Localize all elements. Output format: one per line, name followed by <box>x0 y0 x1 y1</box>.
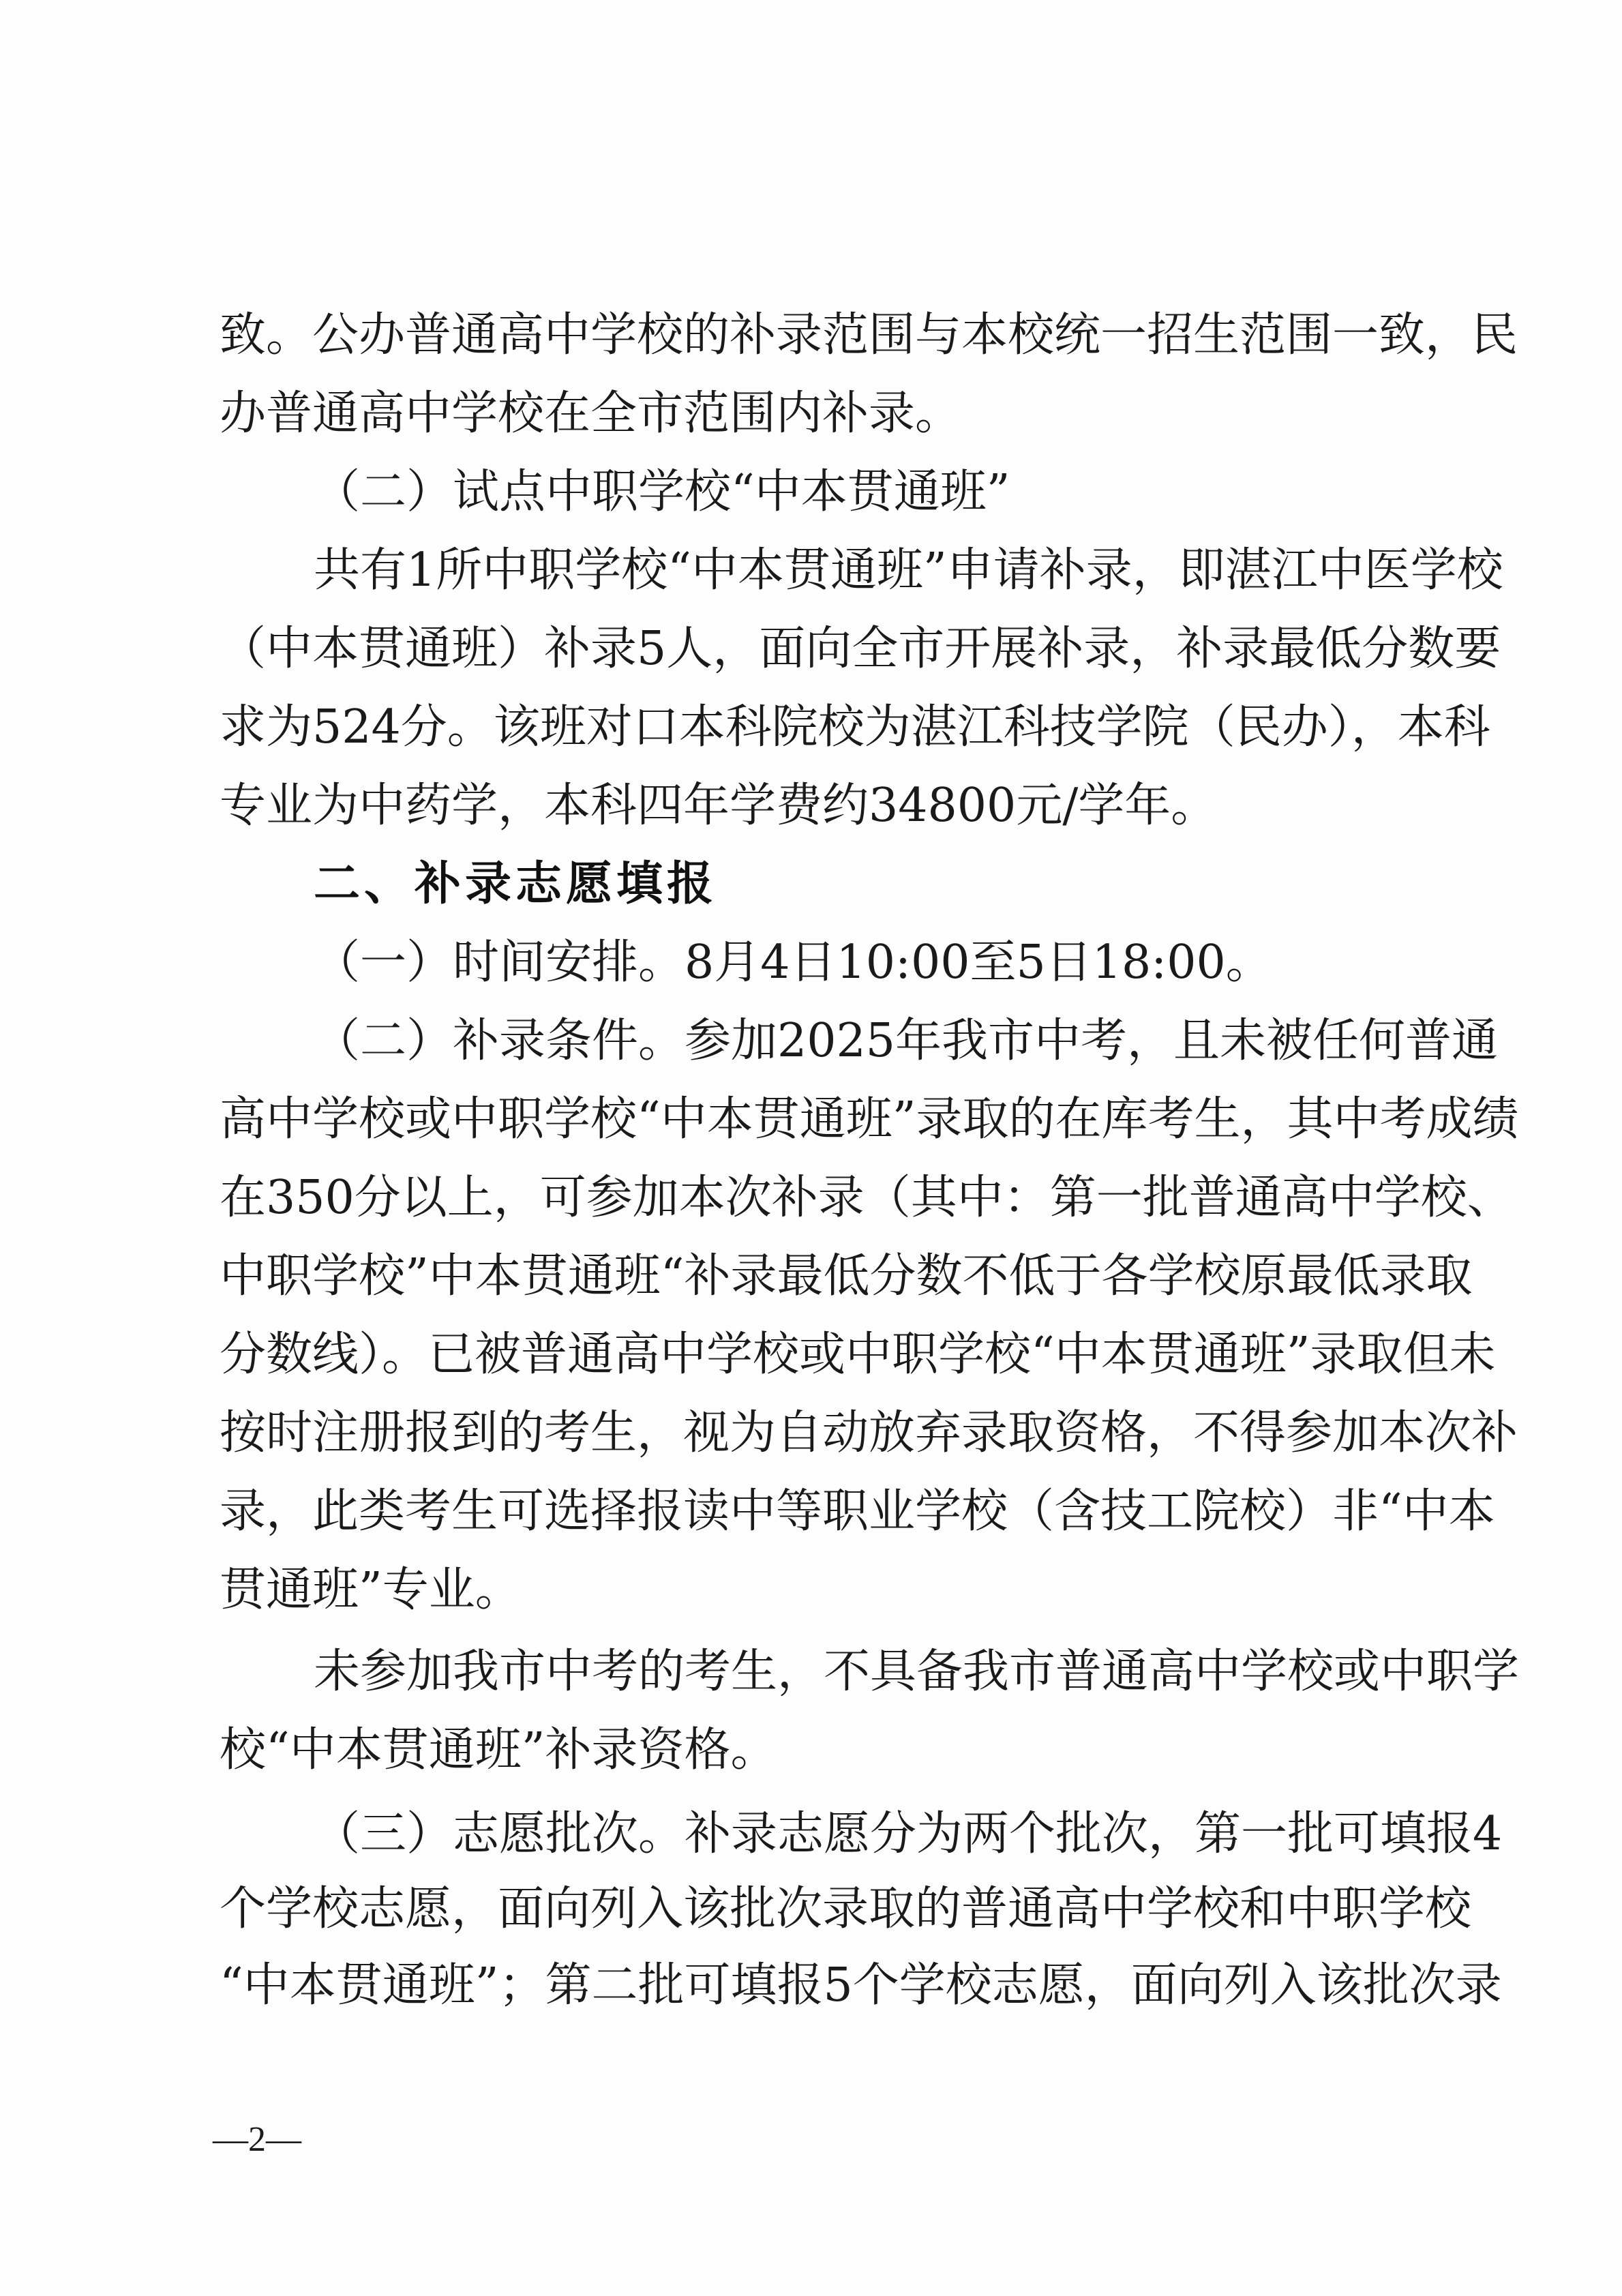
section-heading: 二、补录志愿填报 <box>314 857 718 911</box>
paragraph-line: （中本贯通班）补录5人，面向全市开展补录，补录最低分数要 <box>220 622 1501 676</box>
paragraph-line: 办普通高中学校在全市范围内补录。 <box>220 387 962 441</box>
paragraph-line: 高中学校或中职学校“中本贯通班”录取的在库考生，其中考成绩 <box>220 1092 1519 1146</box>
paragraph-line: 共有1所中职学校“中本贯通班”申请补录，即湛江中医学校 <box>314 543 1503 597</box>
paragraph-line: 中职学校”中本贯通班“补录最低分数不低于各学校原最低录取 <box>220 1249 1473 1303</box>
page-number: —2— <box>213 2120 301 2159</box>
paragraph-line: 未参加我市中考的考生，不具备我市普通高中学校或中职学 <box>314 1645 1520 1699</box>
paragraph-line: （三）志愿批次。补录志愿分为两个批次，第一批可填报4 <box>314 1807 1503 1861</box>
paragraph-line: 个学校志愿，面向列入该批次录取的普通高中学校和中职学校 <box>220 1882 1472 1936</box>
paragraph-line: 录，此类考生可选择报读中等职业学校（含技工院校）非“中本 <box>220 1485 1495 1538</box>
paragraph-line: 贯通班”专业。 <box>220 1563 522 1617</box>
paragraph-line: 求为524分。该班对口本科院校为湛江科技学院（民办），本科 <box>220 700 1490 754</box>
paragraph-line: 按时注册报到的考生，视为自动放弃录取资格，不得参加本次补 <box>220 1406 1518 1460</box>
paragraph-line: 致。公办普通高中学校的补录范围与本校统一招生范围一致，民 <box>220 308 1518 362</box>
paragraph-line: 在350分以上，可参加本次补录（其中：第一批普通高中学校、 <box>220 1171 1514 1225</box>
paragraph-line: 专业为中药学，本科四年学费约34800元/学年。 <box>220 779 1218 833</box>
paragraph-line: 分数线）。已被普通高中学校或中职学校“中本贯通班”录取但未 <box>220 1328 1496 1382</box>
paragraph-line: （二）试点中职学校“中本贯通班” <box>314 465 1010 519</box>
paragraph-line: 校“中本贯通班”补录资格。 <box>220 1723 777 1777</box>
paragraph-line: “中本贯通班”；第二批可填报5个学校志愿，面向列入该批次录 <box>220 1958 1502 2012</box>
paragraph-line: （二）补录条件。参加2025年我市中考，且未被任何普通 <box>314 1014 1499 1068</box>
paragraph-line: （一）时间安排。8月4日10:00至5日18:00。 <box>314 936 1272 989</box>
